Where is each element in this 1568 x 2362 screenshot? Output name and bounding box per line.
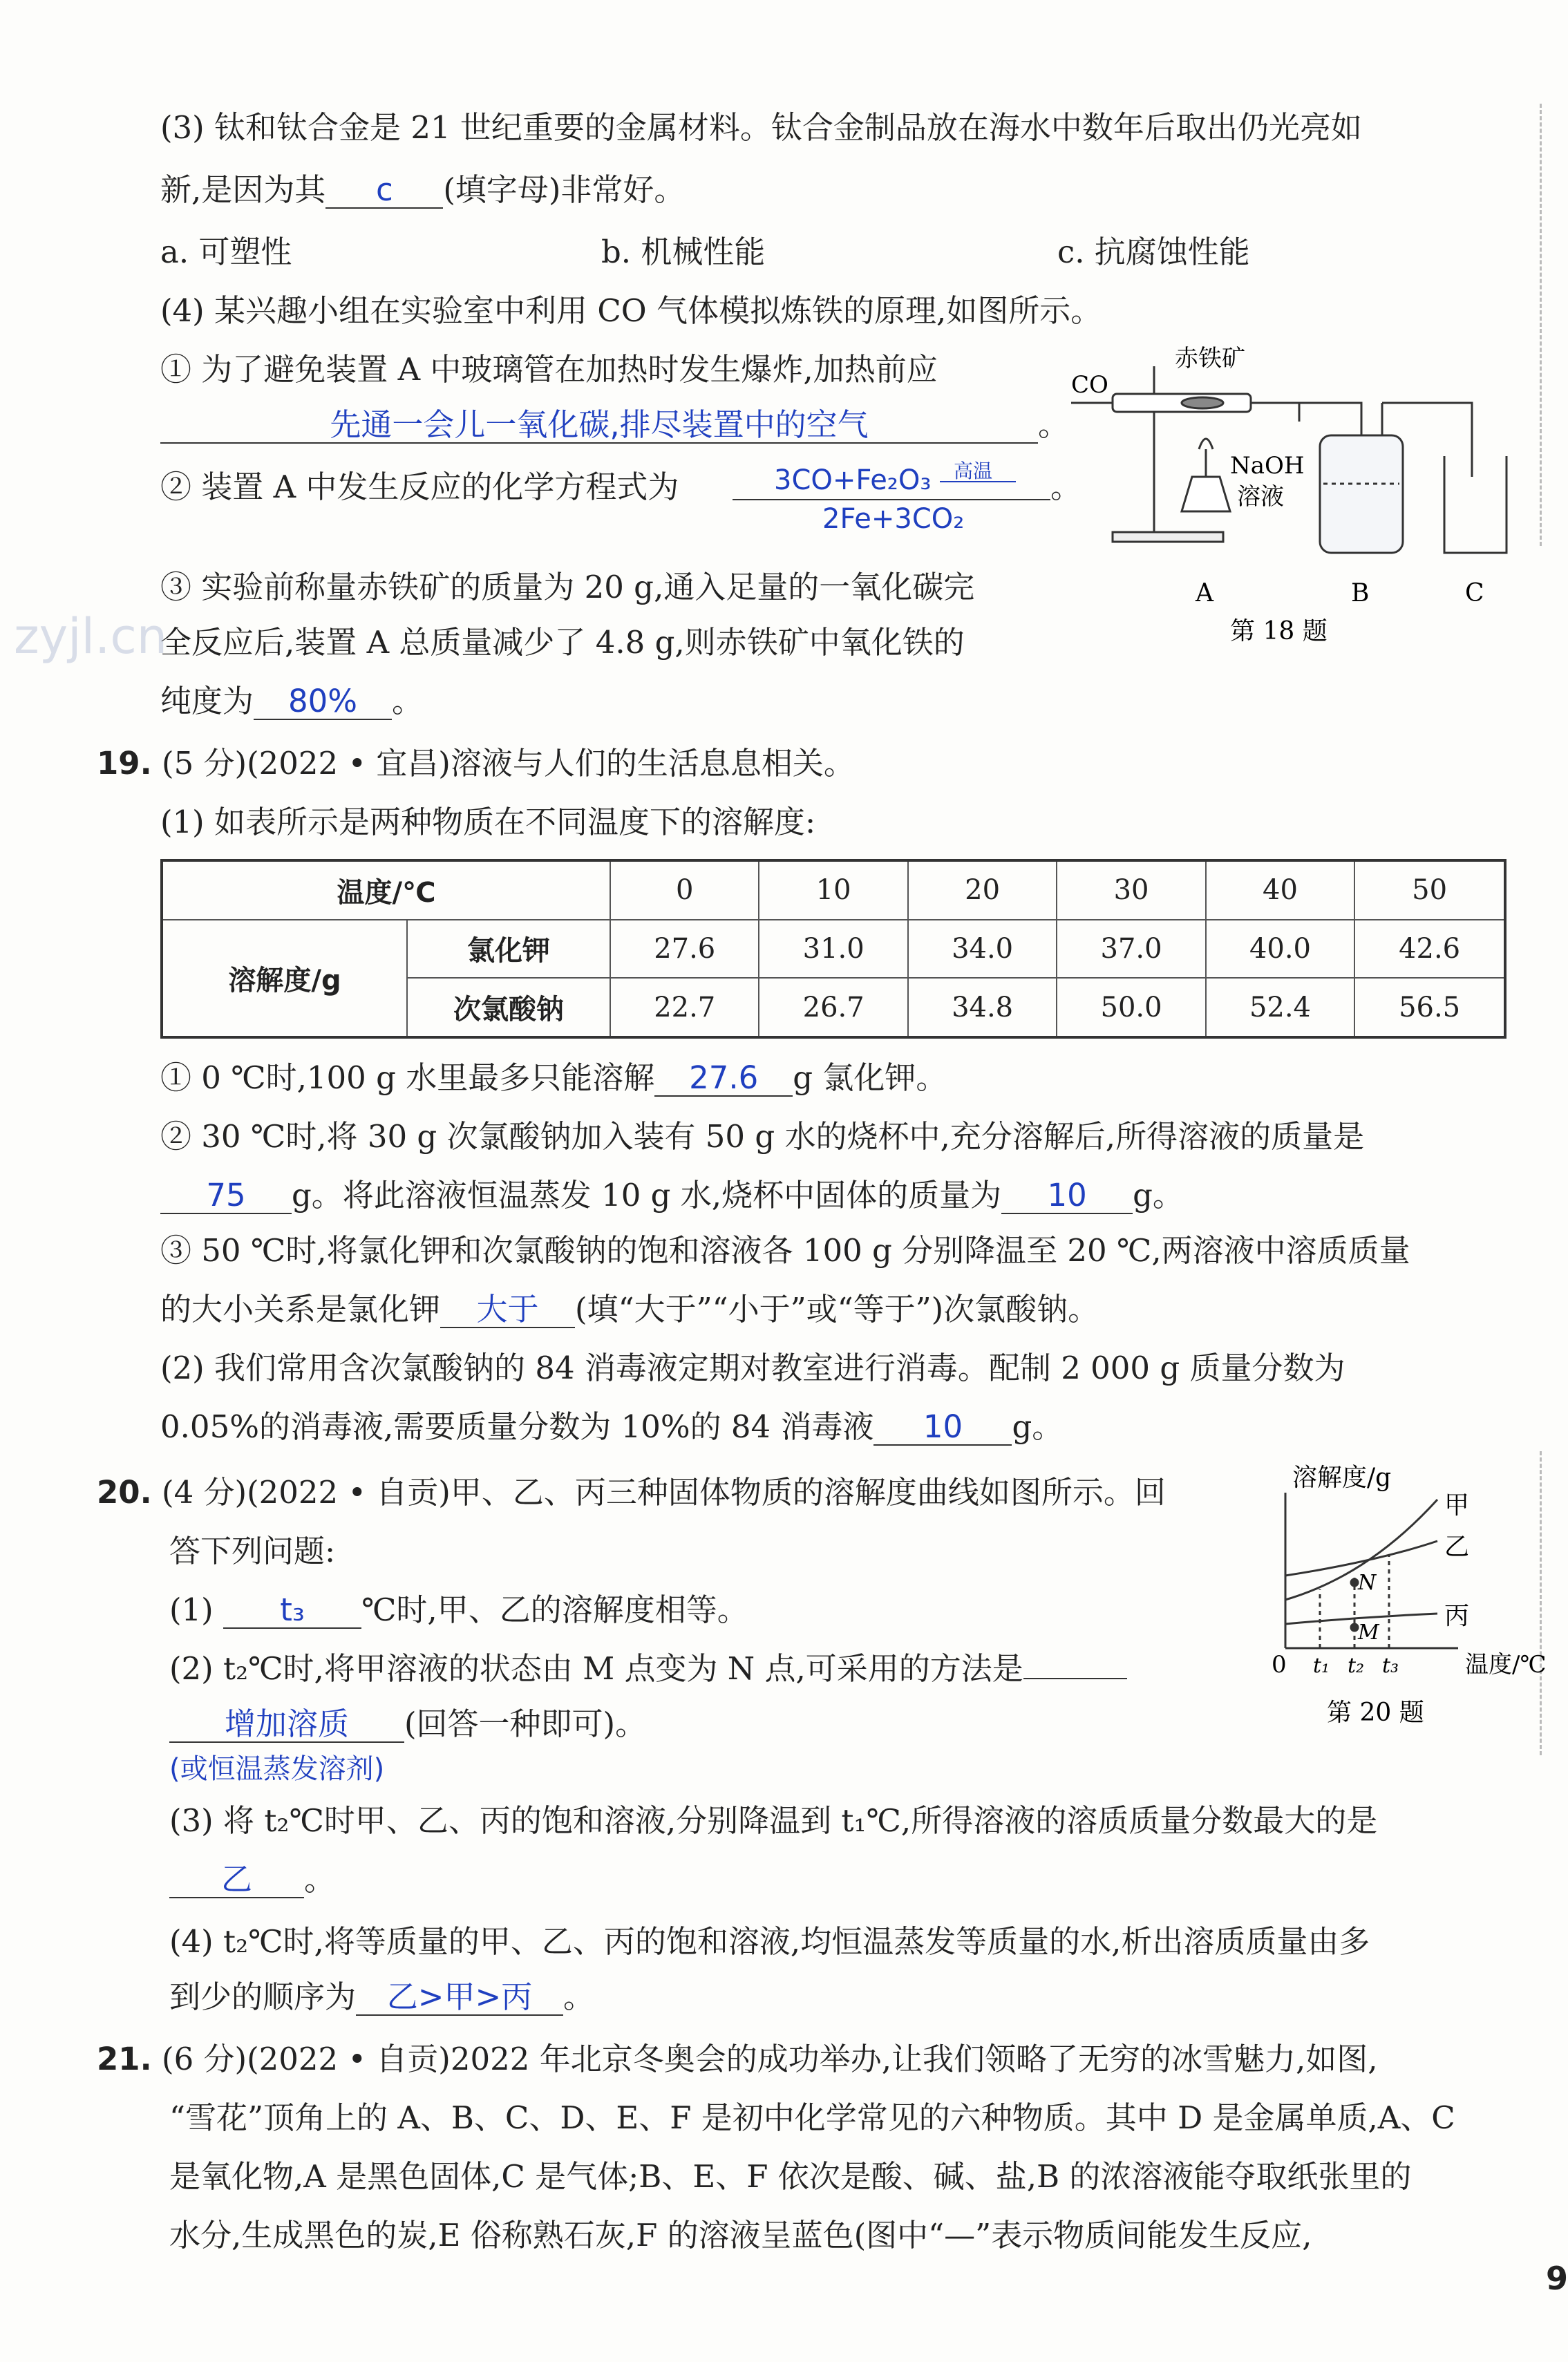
fig-c-label: C [1465, 579, 1484, 607]
q20-p3-line1: (3) 将 t₂℃时甲、乙、丙的饱和溶液,分别降温到 t₁℃,所得溶液的溶质质量分数最大的是 [169, 1802, 1378, 1839]
graph-curve-yi: 乙 [1444, 1533, 1470, 1561]
graph-t1: t₁ [1313, 1654, 1330, 1678]
table-cell: 37.0 [1057, 920, 1205, 978]
q18-sub2-text: ② 装置 A 中发生反应的化学方程式为 [160, 469, 679, 505]
table-temp-header: 温度/℃ [162, 860, 610, 920]
table-cell: 50.0 [1057, 978, 1205, 1037]
point-n [1351, 1579, 1358, 1586]
q18-p3-answer: c [325, 173, 443, 209]
q18-sub3-line1: ③ 实验前称量赤铁矿的质量为 20 g,通入足量的一氧化碳完 [160, 569, 975, 605]
table-temp: 20 [908, 860, 1057, 920]
q19-p2-line1: (2) 我们常用含次氯酸钠的 84 消毒液定期对教室进行消毒。配制 2 000 g 质量分数为 [160, 1350, 1345, 1386]
q20-p1: (1) t₃ ℃时,甲、乙的溶解度相等。 [169, 1591, 748, 1628]
table-temp: 10 [759, 860, 907, 920]
table-cell: 26.7 [759, 978, 907, 1037]
table-temp: 0 [610, 860, 759, 920]
point-m [1351, 1624, 1358, 1631]
q18-sub1-text: ① 为了避免装置 A 中玻璃管在加热时发生爆炸,加热前应 [160, 351, 938, 388]
q20-p4-answer: 乙>甲>丙 [356, 1980, 563, 2016]
q18-apparatus-figure [1071, 339, 1513, 656]
table-solubility-header: 溶解度/g [162, 920, 407, 1037]
q19-s1: ① 0 ℃时,100 g 水里最多只能溶解 27.6 g 氯化钾。 [160, 1059, 947, 1096]
q19-s2-line2: 75 g。将此溶液恒温蒸发 10 g 水,烧杯中固体的质量为 10 g。 [160, 1175, 1184, 1216]
table-row-name: 次氯酸钠 [407, 978, 610, 1037]
q19-s2-line1: ② 30 ℃时,将 30 g 次氯酸钠加入装有 50 g 水的烧杯中,充分溶解后,所得溶液的质量是 [160, 1118, 1365, 1155]
fig-co-label: CO [1071, 371, 1108, 399]
q21-line1: 21. (6 分)(2022 • 自贡)2022 年北京冬奥会的成功举办,让我们领略了无穷的冰雪魅力,如图, [97, 2041, 1378, 2077]
q19-s3-line1: ③ 50 ℃时,将氯化钾和次氯酸钠的饱和溶液各 100 g 分别降温至 20 ℃,两溶液中溶质质量 [160, 1232, 1410, 1269]
q18-option-a: a. 可塑性 [160, 234, 292, 270]
table-temp: 30 [1057, 860, 1205, 920]
graph-origin: 0 [1272, 1651, 1287, 1679]
q18-sub1-answer: 先通一会儿一氧化碳,排尽装置中的空气 [160, 408, 1038, 444]
q18-sub2-condition: 高温 [954, 460, 993, 482]
q21-line2: “雪花”顶角上的 A、B、C、D、E、F 是初中化学常见的六种物质。其中 D 是金属单质,A、C [169, 2099, 1455, 2136]
q20-p2-alt-answer: (或恒温蒸发溶剂) [169, 1753, 385, 1785]
fig-naoh-label: NaOH [1230, 452, 1305, 480]
q20-p3-line2: 乙 。 [169, 1859, 335, 1900]
page-number: 9 [1545, 2260, 1568, 2297]
q20-p4-line1: (4) t₂℃时,将等质量的甲、乙、丙的饱和溶液,均恒温蒸发等质量的水,析出溶质质量由多 [169, 1923, 1370, 1960]
q18-sub3-line2: 全反应后,装置 A 总质量减少了 4.8 g,则赤铁矿中氧化铁的 [160, 624, 965, 661]
fig-a-label: A [1196, 579, 1213, 607]
q18-sub2-end: 。 [1050, 469, 1082, 505]
q18-sub1-answer-line: 先通一会儿一氧化碳,排尽装置中的空气 。 [160, 404, 1069, 446]
fig-caption: 第 18 题 [1230, 617, 1328, 645]
watermark: zyjl.cn [14, 608, 168, 665]
q21-line3: 是氧化物,A 是黑色固体,C 是气体;B、E、F 依次是酸、碱、盐,B 的浓溶液能夺取纸张里的 [169, 2158, 1412, 2195]
graph-curve-bing: 丙 [1444, 1602, 1470, 1630]
graph-xlabel: 温度/℃ [1465, 1651, 1547, 1679]
q19-s3-answer: 大于 [440, 1292, 575, 1328]
graph-caption: 第 20 题 [1327, 1699, 1424, 1727]
fig-solution-label: 溶液 [1237, 483, 1284, 511]
graph-t2: t₂ [1348, 1654, 1365, 1678]
graph-t3: t₃ [1382, 1654, 1399, 1678]
q18-sub2-answer [733, 456, 1050, 535]
solubility-table [160, 859, 1506, 1039]
q19-s2-answer1: 75 [160, 1178, 292, 1214]
q20-solubility-graph [1258, 1458, 1548, 1748]
q18-sub2-answer-bottom: 2Fe+3CO₂ [822, 503, 965, 535]
table-cell: 42.6 [1354, 920, 1505, 978]
graph-ylabel: 溶解度/g [1292, 1464, 1392, 1492]
q19-p1: (1) 如表所示是两种物质在不同温度下的溶解度: [160, 804, 816, 840]
table-cell: 34.8 [908, 978, 1057, 1037]
margin-line-top [1540, 104, 1542, 546]
table-temp: 40 [1206, 860, 1354, 920]
graph-point-n: N [1358, 1571, 1377, 1595]
q19-stem: 19. (5 分)(2022 • 宜昌)溶液与人们的生活息息相关。 [97, 745, 855, 782]
q18-p3-line1: (3) 钛和钛合金是 21 世纪重要的金属材料。钛合金制品放在海水中数年后取出仍光亮如 [160, 109, 1362, 146]
q18-sub3-answer: 80% [254, 684, 392, 720]
graph-curve-jia: 甲 [1444, 1491, 1470, 1520]
fig-ore-label: 赤铁矿 [1175, 345, 1245, 372]
table-cell: 31.0 [759, 920, 907, 978]
table-temp: 50 [1354, 860, 1505, 920]
table-cell: 34.0 [908, 920, 1057, 978]
q18-p4-line1: (4) 某兴趣小组在实验室中利用 CO 气体模拟炼铁的原理,如图所示。 [160, 292, 1102, 329]
q20-p2-answer: 增加溶质 [169, 1707, 404, 1743]
q20-stem2: 答下列问题: [169, 1533, 336, 1569]
q20-p2: (2) t₂℃时,将甲溶液的状态由 M 点变为 N 点,可采用的方法是 [169, 1648, 1127, 1690]
table-cell: 52.4 [1206, 978, 1354, 1037]
q20-p2-line2: 增加溶质 (回答一种即可)。 [169, 1703, 646, 1745]
q19-s3-line2: 的大小关系是氯化钾 大于 (填“大于”“小于”或“等于”)次氯酸钠。 [160, 1291, 1099, 1328]
fig-b-label: B [1351, 579, 1370, 607]
table-row-name: 氯化钾 [407, 920, 610, 978]
q19-s1-answer: 27.6 [654, 1061, 793, 1097]
q20-p1-answer: t₃ [223, 1593, 361, 1629]
table-cell: 22.7 [610, 978, 759, 1037]
q21-line4: 水分,生成黑色的炭,E 俗称熟石灰,F 的溶液呈蓝色(图中“—”表示物质间能发生反应, [169, 2217, 1312, 2254]
q20-p4-line2: 到少的顺序为 乙>甲>丙 。 [169, 1978, 595, 2015]
q20-stem1: 20. (4 分)(2022 • 自贡)甲、乙、丙三种固体物质的溶解度曲线如图所示。回 [97, 1474, 1166, 1511]
q18-sub2-answer-top: 3CO+Fe₂O₃ [774, 464, 932, 496]
q18-sub3-line3: 纯度为 80% 。 [160, 683, 424, 719]
q18-p3-line2: 新,是因为其 c (填字母)非常好。 [160, 171, 686, 208]
q18-option-b: b. 机械性能 [601, 234, 766, 270]
q20-p3-answer: 乙 [169, 1862, 304, 1898]
q19-p2-line2: 0.05%的消毒液,需要质量分数为 10%的 84 消毒液 10 g。 [160, 1408, 1064, 1445]
table-cell: 40.0 [1206, 920, 1354, 978]
graph-point-m: M [1358, 1621, 1379, 1645]
table-cell: 56.5 [1354, 978, 1505, 1037]
q18-option-c: c. 抗腐蚀性能 [1057, 234, 1250, 270]
q19-s2-answer2: 10 [1001, 1178, 1133, 1214]
q19-p2-answer: 10 [873, 1410, 1012, 1446]
table-cell: 27.6 [610, 920, 759, 978]
